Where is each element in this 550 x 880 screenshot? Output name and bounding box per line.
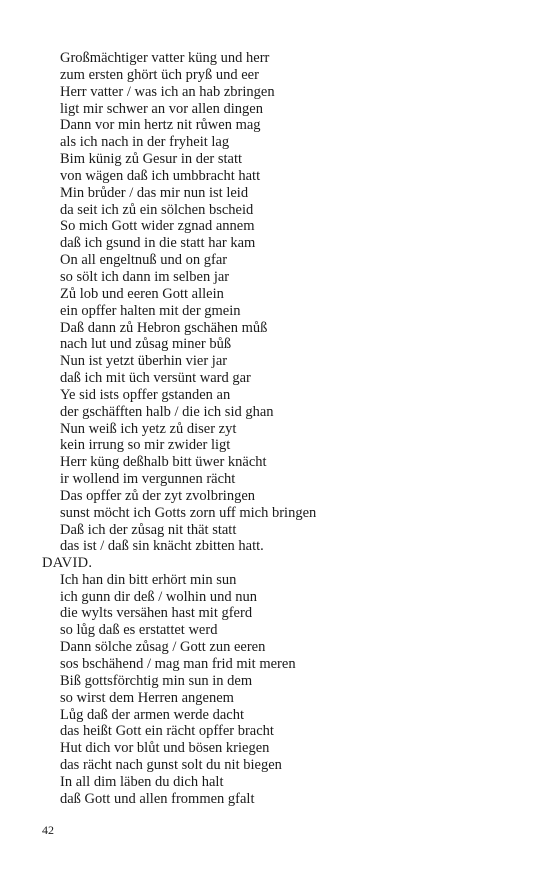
verse-line: Hut dich vor blůt und bösen kriegen xyxy=(60,740,270,757)
verse-line: das rächt nach gunst solt du nit biegen xyxy=(60,757,282,774)
verse-line: Lůg daß der armen werde dacht xyxy=(60,706,244,723)
verse-line: Das opffer zů der zyt zvolbringen xyxy=(60,487,256,504)
verse-line: Ye sid ists opffer gstanden an xyxy=(60,386,231,403)
verse-line: On all engeltnuß und on gfar xyxy=(60,252,228,269)
speaker-name: DAVID. xyxy=(42,555,93,571)
verse-line: zum ersten ghört üch pryß und eer xyxy=(60,66,259,83)
verse-line: so sölt ich dann im selben jar xyxy=(60,268,230,285)
page-number: 42 xyxy=(42,823,54,837)
verse-line: daß ich mit üch versünt ward gar xyxy=(60,370,251,387)
speech-1-verses xyxy=(60,50,520,555)
verse-line: ein opffer halten mit der gmein xyxy=(60,302,241,319)
verse-line: In all dim läben du dich halt xyxy=(60,773,224,790)
verse-line: kein irrung so mir zwider ligt xyxy=(60,437,231,454)
verse-line: sos bschähend / mag man frid mit meren xyxy=(60,656,296,673)
verse-line: von wägen daß ich umbbracht hatt xyxy=(60,167,261,184)
verse-line: Dann sölche zůsag / Gott zun eeren xyxy=(60,639,266,656)
verse-line: ir wollend im vergunnen rächt xyxy=(60,471,236,488)
verse-line: das ist / daß sin knächt zbitten hatt. xyxy=(60,538,264,555)
verse-line: Herr vatter / was ich an hab zbringen xyxy=(60,83,275,100)
verse-line: so lůg daß es erstattet werd xyxy=(60,622,218,639)
verse-line: ligt mir schwer an vor allen dingen xyxy=(60,100,263,117)
verse-line: Biß gottsförchtig min sun in dem xyxy=(60,672,253,689)
verse-line: so wirst dem Herren angenem xyxy=(60,689,234,706)
verse-line: Daß ich der zůsag nit thät statt xyxy=(60,521,237,538)
verse-line: die wylts versähen hast mit gferd xyxy=(60,605,253,622)
verse-line: Min brůder / das mir nun ist leid xyxy=(60,184,249,201)
verse-line: Herr küng deßhalb bitt üwer knächt xyxy=(60,454,267,471)
verse-line: als ich nach in der fryheit lag xyxy=(60,134,230,151)
verse-line: Daß dann zů Hebron gschähen můß xyxy=(60,319,268,336)
verse-line: Bim künig zů Gesur in der statt xyxy=(60,151,243,168)
verse-line: das heißt Gott ein rächt opffer bracht xyxy=(60,723,274,740)
verse-line: Zů lob und eeren Gott allein xyxy=(60,285,224,302)
verse-line: Dann vor min hertz nit růwen mag xyxy=(60,117,261,134)
verse-line: Nun ist yetzt überhin vier jar xyxy=(60,353,228,370)
verse-line: Großmächtiger vatter küng und herr xyxy=(60,50,270,66)
verse-line: sunst möcht ich Gotts zorn uff mich bringen xyxy=(60,504,317,521)
verse-line: daß Gott und allen frommen gfalt xyxy=(60,790,255,807)
verse-line: ich gunn dir deß / wolhin und nun xyxy=(60,588,257,605)
verse-line: Ich han din bitt erhört min sun xyxy=(60,571,237,588)
verse-line: daß ich gsund in die statt har kam xyxy=(60,235,256,252)
verse-line: da seit ich zů ein sölchen bscheid xyxy=(60,201,254,218)
speech-2-verses xyxy=(60,572,520,808)
verse-line: der gschäfften halb / die ich sid ghan xyxy=(60,403,274,420)
verse-line: So mich Gott wider zgnad annem xyxy=(60,218,255,235)
verse-line: nach lut und zůsag miner bůß xyxy=(60,336,232,353)
verse-line: Nun weiß ich yetz zů diser zyt xyxy=(60,420,237,437)
